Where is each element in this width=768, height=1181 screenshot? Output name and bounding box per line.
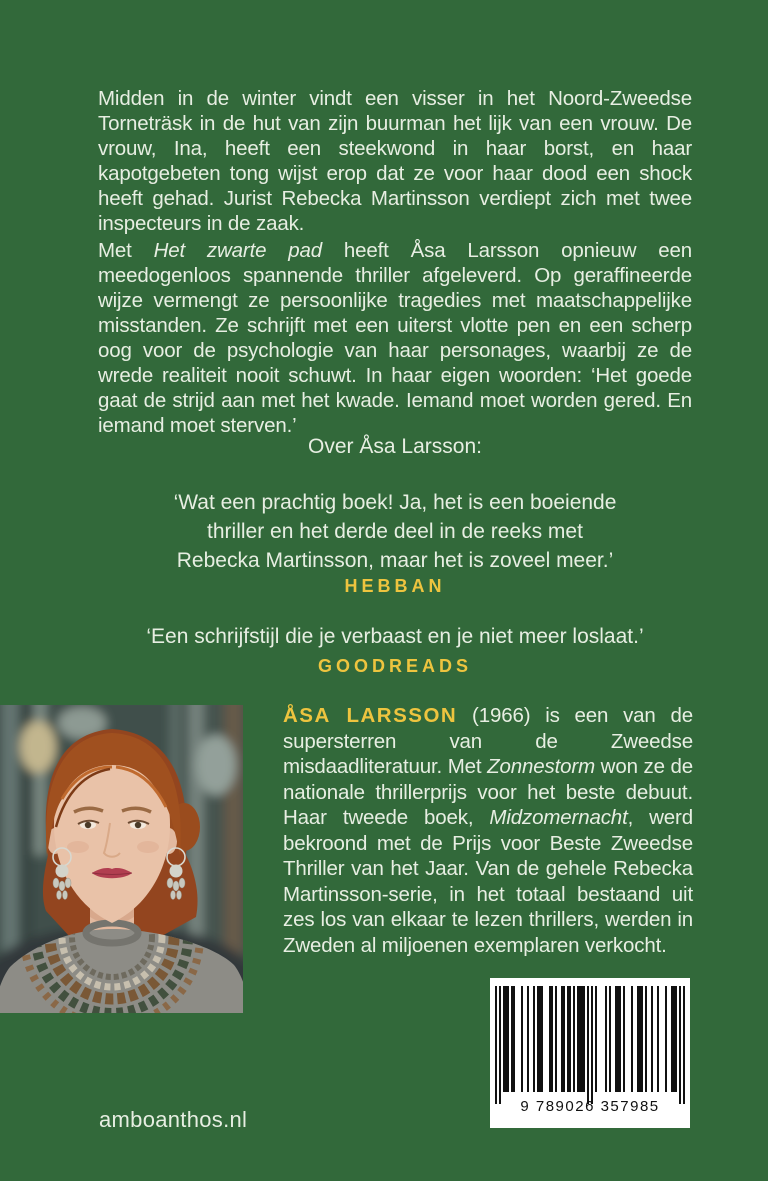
author-photo [0,705,243,1013]
review-quote-hebban [98,488,692,575]
barcode-number: 9 789026 357985 [520,1098,660,1115]
author-photo-illustration [0,705,243,1013]
synopsis-paragraph-2: Met Het zwarte pad heeft Åsa Larsson opnieuw een meedogenloos spannende thriller afgeleverd. Op geraffineerde wijze vermengt ze persoonlijke tragedies met maatschappelijke misstanden. Ze schrijft met een uiterst vlotte pen en een scherp oog voor de psychologie van haar personages, waarbij ze de wrede realiteit nooit schuwt. In haar eigen woorden: ‘Het goede gaat de strijd aan met het kwade. Iemand moet worden gered. En iemand moet sterven.’ [98,239,692,437]
reviews-heading: Over Åsa Larsson: [308,435,482,458]
review-source-hebban: HEBBAN [344,576,446,596]
barcode-bars [495,986,685,1104]
review-quote-goodreads: ‘Een schrijfstijl die je verbaast en je niet meer loslaat.’ [146,625,644,648]
review-source-goodreads: GOODREADS [317,656,472,676]
review-quote-hebban-text: ‘Wat een prachtig boek! Ja, het is een boeiende thriller en het derde deel in de reeks met Rebecka Martinsson, maar het is zoveel meer.’ [173,491,617,572]
author-bio: ÅSA LARSSON (1966) is een van de supersterren van de Zweedse misdaadliteratuur. Met Zonnestorm won ze de nationale thrillerprijs voor het beste debuut. Haar tweede boek, Midzomernacht, werd bekroond met de Prijs voor Beste Zweedse Thriller van het Jaar. Van de gehele Rebecka Martinsson-serie, in het totaal bestaand uit zes los van elkaar te lezen thrillers, werden in Zweden al miljoenen exemplaren verkocht. [283,704,693,957]
barcode [490,978,690,1128]
synopsis-paragraph-1: Midden in de winter vindt een visser in het Noord-Zweedse Torneträsk in de hut van zijn buurman het lijk van een vrouw. De vrouw, Ina, heeft een steekwond in haar borst, en haar kapotgebeten tong wijst erop dat ze voor haar dood een shock heeft gehad. Jurist Rebecka Martinsson verdiept zich met twee inspecteurs in de zaak. [98,87,692,235]
publisher-url: amboanthos.nl [99,1107,248,1132]
